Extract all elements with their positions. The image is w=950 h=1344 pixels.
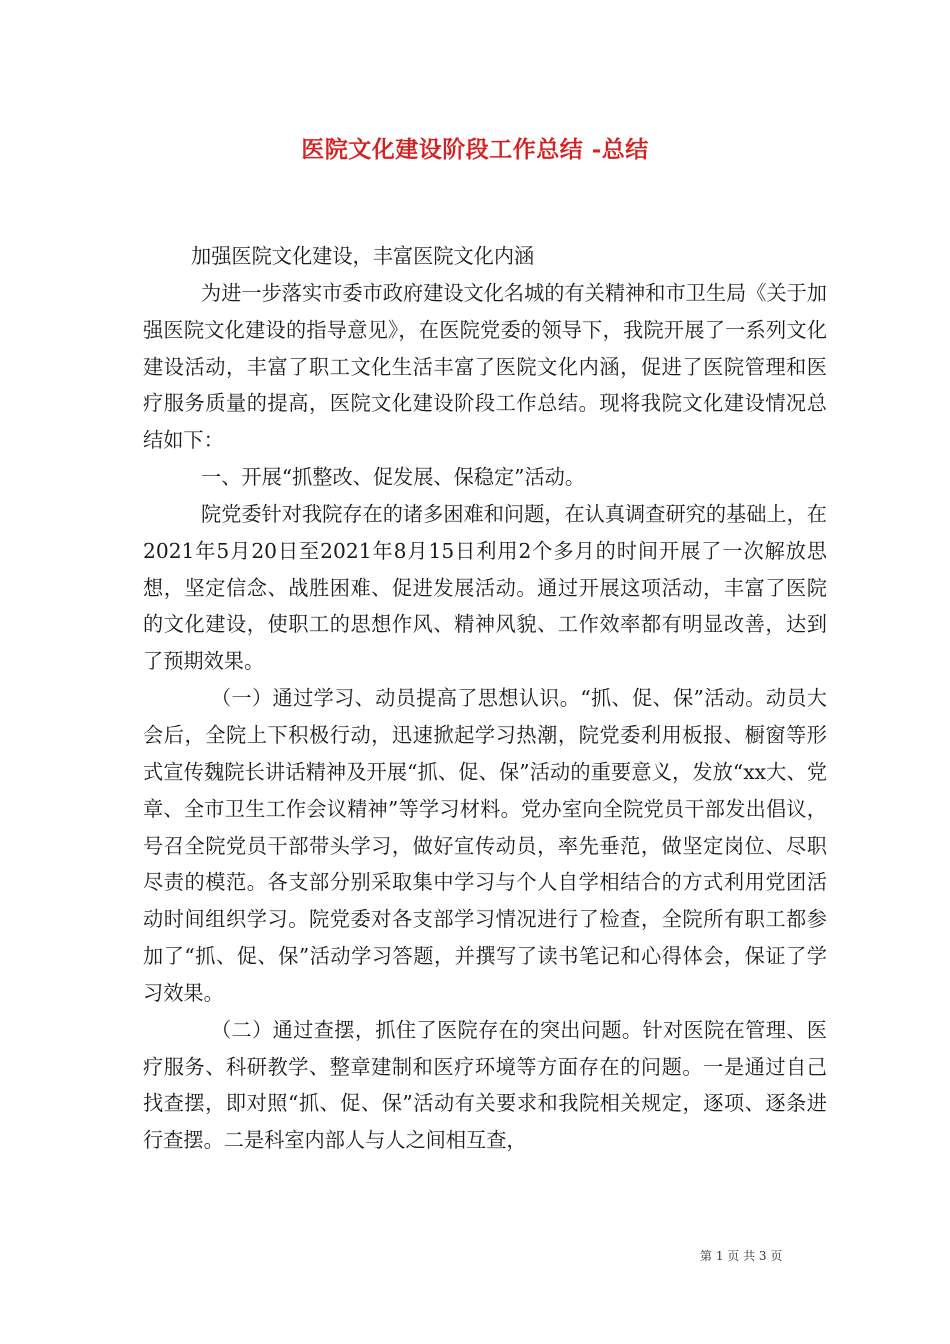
section-heading: 加强医院文化建设，丰富医院文化内涵 <box>191 244 535 268</box>
section-one-heading: 一、开展“抓整改、促发展、保稳定”活动。 <box>201 465 586 490</box>
body-paragraph: 院党委针对我院存在的诸多困难和问题，在认真调查研究的基础上，在2021年5月20日至2021年8月15日利用2个多月的时间开展了一次解放思想，坚定信念、战胜困难、促进发展活动。通过开展这项活动，丰富了医院的文化建设，使职工的思想作风、精神风貌、工作效率都有明显改善，达到了预期效果。 <box>143 501 827 674</box>
intro-paragraph: 为进一步落实市委市政府建设文化名城的有关精神和市卫生局《关于加强医院文化建设的指导意见》，在医院党委的领导下，我院开展了一系列文化建设活动，丰富了职工文化生活丰富了医院文化内涵，促进了医院管理和医疗服务质量的提高，医院文化建设阶段工作总结。现将我院文化建设情况总结如下： <box>143 280 827 453</box>
subsection-one-paragraph: （一）通过学习、动员提高了思想认识。“抓、促、保”活动。动员大会后，全院上下积极行动，迅速掀起学习热潮，院党委利用板报、橱窗等形式宣传魏院长讲话精神及开展“抓、促、保”活动的重要意义，发放“xx大、党章、全市卫生工作会议精神”等学习材料。党办室向全院党员干部发出倡议，号召全院党员干部带头学习，做好宣传动员，率先垂范，做坚定岗位、尽职尽责的模范。各支部分别采取集中学习与个人自学相结合的方式利用党团活动时间组织学习。院党委对各支部学习情况进行了检查，全院所有职工都参加了“抓、促、保”活动学习答题，并撰写了读书笔记和心得体会，保证了学习效果。 <box>143 686 827 1005</box>
page-number: 第 1 页 共 3 页 <box>700 1249 783 1263</box>
document-body <box>143 238 827 1159</box>
subsection-two-paragraph: （二）通过查摆，抓住了医院存在的突出问题。针对医院在管理、医疗服务、科研教学、整章建制和医疗环境等方面存在的问题。一是通过自己找查摆，即对照“抓、促、保”活动有关要求和我院相关规定，逐项、逐条进行查摆。二是科室内部人与人之间相互查， <box>143 1017 827 1153</box>
document-title: 医院文化建设阶段工作总结 -总结 <box>301 136 649 163</box>
